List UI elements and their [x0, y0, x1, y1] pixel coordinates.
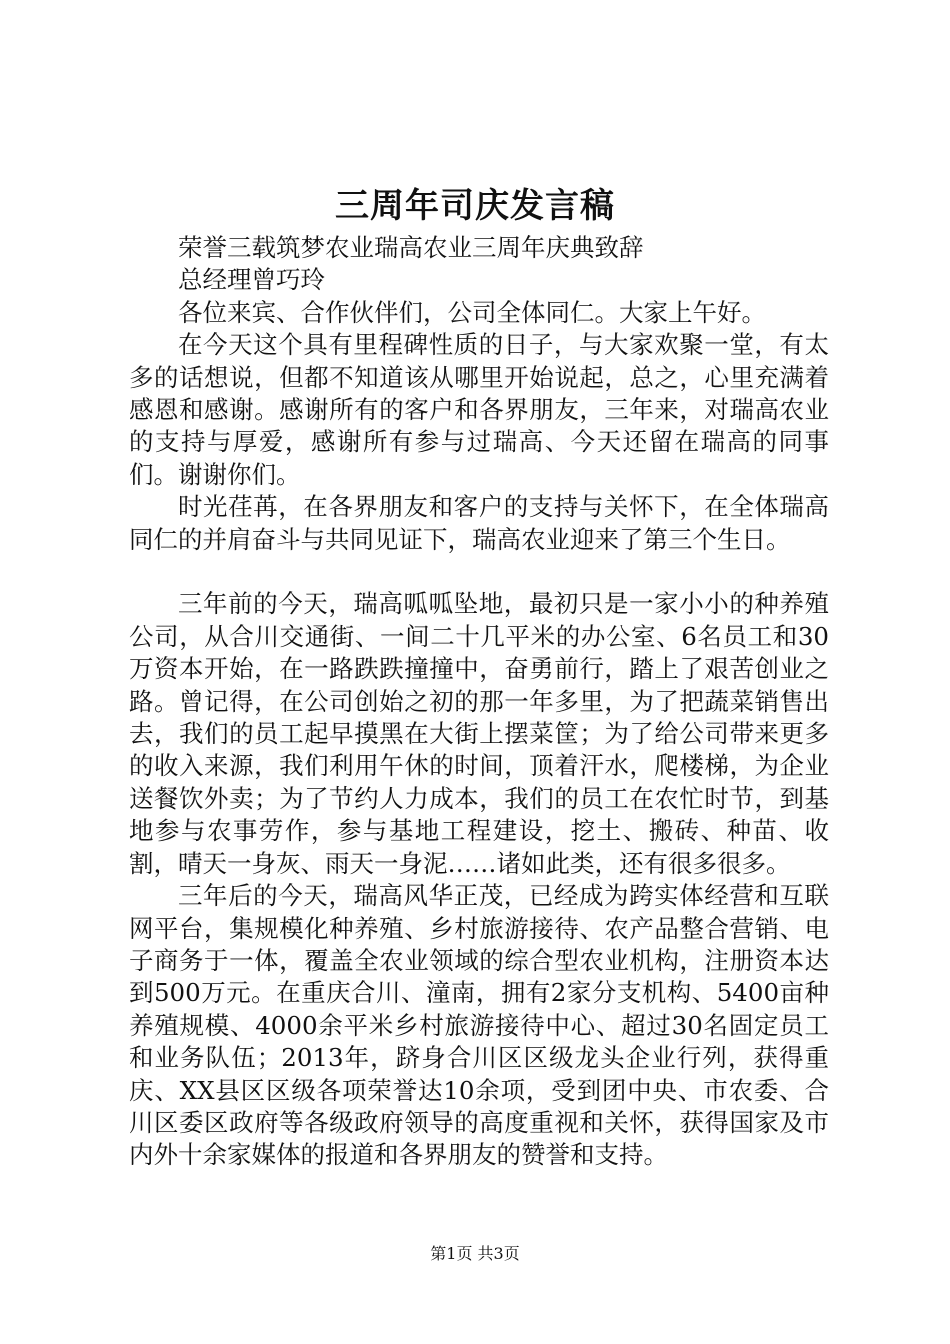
paragraph-greeting: 各位来宾、合作伙伴们，公司全体同仁。大家上午好。 [178, 297, 766, 327]
paragraph-subtitle: 荣誉三载筑梦农业瑞高农业三周年庆典致辞 [178, 233, 644, 262]
paragraph-third-birthday: 时光荏苒，在各界朋友和客户的支持与关怀下，在全体瑞高同仁的并肩奋斗与共同见证下，瑞高农业迎来了第三个生日。 [129, 492, 829, 554]
page-number-footer: 第1页 共3页 [430, 1244, 520, 1263]
paragraph-three-years-later: 三年后的今天，瑞高风华正茂，已经成为跨实体经营和互联网平台，集规模化种养殖、乡村旅游接待、农产品整合营销、电子商务于一体，覆盖全农业领域的综合型农业机构，注册资本达到500万元。在重庆合川、潼南，拥有2家分支机构、5400亩种养殖规模、4000余平米乡村旅游接待中心、超过30名固定员工和业务队伍；2013年，跻身合川区区级龙头企业行列，获得重庆、XX县区区级各项荣誉达10余项，受到团中央、市农委、合川区委区政府等各级政府领导的高度重视和关怀，获得国家及市内外十余家媒体的报道和各界朋友的赞誉和支持。 [129, 881, 829, 1170]
document-body [129, 232, 829, 1172]
document-title: 三周年司庆发言稿 [335, 186, 615, 226]
paragraph-speaker: 总经理曾巧玲 [178, 265, 325, 295]
paragraph-gratitude: 在今天这个具有里程碑性质的日子，与大家欢聚一堂，有太多的话想说，但都不知道该从哪里开始说起，总之，心里充满着感恩和感谢。感谢所有的客户和各界朋友，三年来，对瑞高农业的支持与厚爱，感谢所有参与过瑞高、今天还留在瑞高的同事们。谢谢你们。 [129, 330, 829, 489]
paragraph-spacer [129, 556, 829, 588]
paragraph-three-years-ago: 三年前的今天，瑞高呱呱坠地，最初只是一家小小的种养殖公司，从合川交通街、一间二十几平米的办公室、6名员工和30万资本开始，在一路跌跌撞撞中，奋勇前行，踏上了艰苦创业之路。曾记得，在公司创始之初的那一年多里，为了把蔬菜销售出去，我们的员工起早摸黑在大街上摆菜筐；为了给公司带来更多的收入来源，我们利用午休的时间，顶着汗水，爬楼梯，为企业送餐饮外卖；为了节约人力成本，我们的员工在农忙时节，到基地参与农事劳作，参与基地工程建设，挖土、搬砖、种苗、收割，晴天一身灰、雨天一身泥……诸如此类，还有很多很多。 [129, 589, 829, 878]
